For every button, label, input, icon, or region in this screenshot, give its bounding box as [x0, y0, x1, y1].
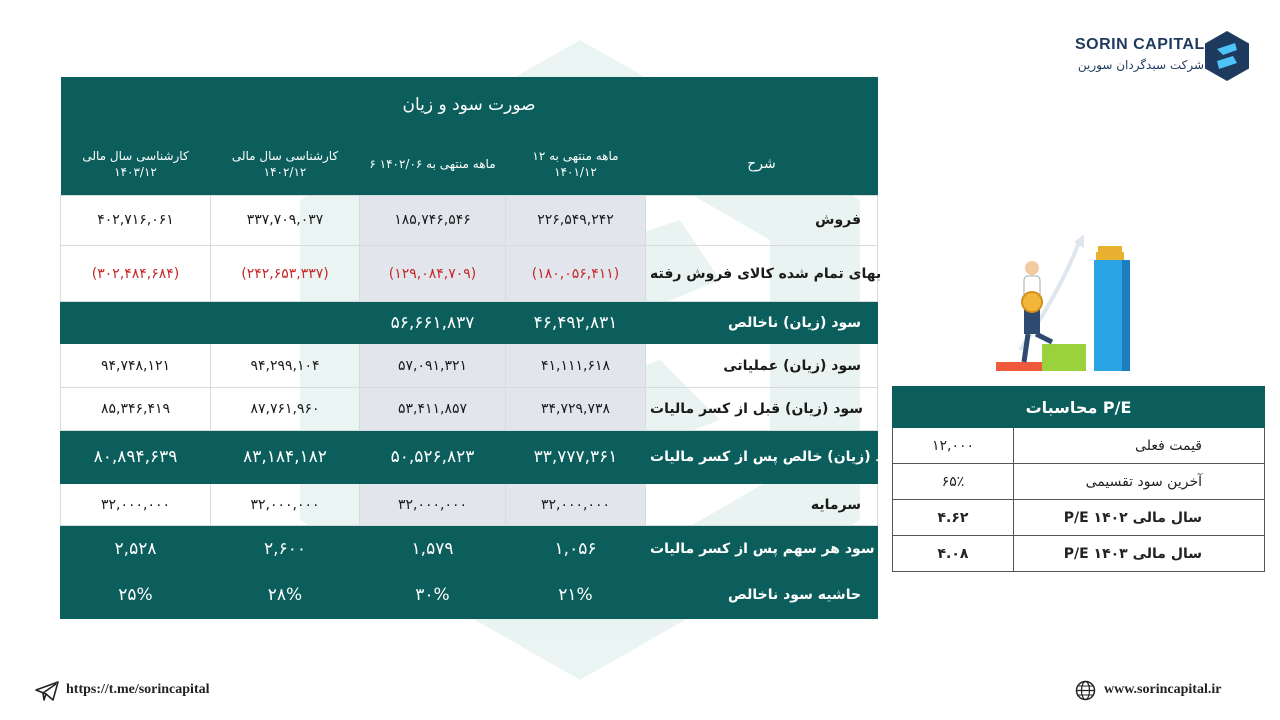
row-label: سود (زیان) قبل از کسر مالیات: [646, 387, 878, 430]
brand-logo-icon: [1205, 31, 1249, 81]
row-label: بهای تمام شده کالای فروش رفته: [646, 245, 878, 301]
cell: ۵۳,۴۱۱,۸۵۷: [360, 387, 506, 430]
cell: [211, 302, 360, 344]
row-label: سرمایه: [646, 484, 878, 526]
table-row: [893, 500, 1265, 536]
cell: ۴۰۲,۷۱۶,۰۶۱: [61, 195, 211, 245]
table-row: [61, 572, 878, 618]
cell: (۲۴۲,۶۵۳,۳۳۷): [211, 245, 360, 301]
table-row: [61, 302, 878, 344]
cell: (۱۸۰,۰۵۶,۴۱۱): [506, 245, 646, 301]
cell: ۲۸%: [211, 572, 360, 618]
table-row: [893, 428, 1265, 464]
cell: ۸۵,۳۴۶,۴۱۹: [61, 387, 211, 430]
cell: (۱۲۹,۰۸۴,۷۰۹): [360, 245, 506, 301]
cell: ۴۶,۴۹۲,۸۳۱: [506, 302, 646, 344]
cell: ۱۸۵,۷۴۶,۵۴۶: [360, 195, 506, 245]
pe-table: [892, 386, 1264, 572]
cell: ۲۲۶,۵۴۹,۲۴۲: [506, 195, 646, 245]
pe-label: قیمت فعلی: [1014, 428, 1265, 464]
pe-title: محاسبات P/E: [893, 387, 1265, 428]
col-header-1402: کارشناسی سال مالی ۱۴۰۲/۱۲: [211, 133, 360, 195]
pe-value: ۴.۰۸: [893, 536, 1014, 572]
pe-label: آخرین سود تقسیمی: [1014, 464, 1265, 500]
row-label: سود (زیان) عملیاتی: [646, 344, 878, 387]
brand-subtitle: شرکت سبدگردان سورین: [1077, 58, 1204, 72]
globe-icon: [1075, 680, 1096, 701]
row-label: سود (زیان) ناخالص: [646, 302, 878, 344]
cell: ۲۱%: [506, 572, 646, 618]
cell: (۳۰۲,۴۸۴,۶۸۴): [61, 245, 211, 301]
cell: ۲,۶۰۰: [211, 526, 360, 572]
cell: ۲,۵۲۸: [61, 526, 211, 572]
income-statement-table: [60, 77, 906, 619]
cell: ۲۵%: [61, 572, 211, 618]
telegram-link[interactable]: https://t.me/sorincapital: [66, 682, 210, 697]
cell: ۱,۰۵۶: [506, 526, 646, 572]
cell: ۵۰,۵۲۶,۸۲۳: [360, 430, 506, 483]
row-label: حاشیه سود ناخالص: [646, 572, 878, 618]
cell: ۸۷,۷۶۱,۹۶۰: [211, 387, 360, 430]
cell: ۳۰%: [360, 572, 506, 618]
cell: ۹۴,۷۴۸,۱۲۱: [61, 344, 211, 387]
cell: ۵۶,۶۶۱,۸۳۷: [360, 302, 506, 344]
table-title: صورت سود و زیان: [61, 77, 878, 133]
pe-value: ۴.۶۲: [893, 500, 1014, 536]
table-row: [61, 245, 878, 301]
table-row: [893, 464, 1265, 500]
table-row: [61, 387, 878, 430]
cell: [61, 302, 211, 344]
table-row: [61, 344, 878, 387]
cell: ۳۲,۰۰۰,۰۰۰: [211, 484, 360, 526]
col-header-12m: ۱۲ ماهه منتهی به ۱۴۰۱/۱۲: [506, 133, 646, 195]
col-header-desc: شرح: [646, 133, 878, 195]
table-row: [61, 526, 878, 572]
cell: ۸۳,۱۸۴,۱۸۲: [211, 430, 360, 483]
pe-value: ۶۵٪: [893, 464, 1014, 500]
col-header-1403: کارشناسی سال مالی ۱۴۰۳/۱۲: [61, 133, 211, 195]
brand-name: SORIN CAPITAL: [1075, 36, 1205, 53]
table-row: [61, 195, 878, 245]
telegram-icon: [34, 680, 60, 702]
cell: ۸۰,۸۹۴,۶۳۹: [61, 430, 211, 483]
cell: ۴۱,۱۱۱,۶۱۸: [506, 344, 646, 387]
cell: ۳۳,۷۷۷,۳۶۱: [506, 430, 646, 483]
cell: ۳۳۷,۷۰۹,۰۳۷: [211, 195, 360, 245]
col-header-6m: ۶ ماهه منتهی به ۱۴۰۲/۰۶: [360, 133, 506, 195]
row-label: فروش: [646, 195, 878, 245]
row-label: سود (زیان) خالص پس از کسر مالیات: [646, 430, 878, 483]
growth-illustration: [990, 232, 1140, 374]
cell: ۱,۵۷۹: [360, 526, 506, 572]
cell: ۳۲,۰۰۰,۰۰۰: [360, 484, 506, 526]
cell: ۳۲,۰۰۰,۰۰۰: [506, 484, 646, 526]
pe-label: P/E سال مالی ۱۴۰۲: [1014, 500, 1265, 536]
table-row: [893, 536, 1265, 572]
cell: ۵۷,۰۹۱,۳۲۱: [360, 344, 506, 387]
table-row: [61, 430, 878, 483]
cell: ۹۴,۲۹۹,۱۰۴: [211, 344, 360, 387]
cell: ۳۲,۰۰۰,۰۰۰: [61, 484, 211, 526]
pe-label: P/E سال مالی ۱۴۰۳: [1014, 536, 1265, 572]
row-label: سود هر سهم پس از کسر مالیات: [646, 526, 878, 572]
website-link[interactable]: www.sorincapital.ir: [1104, 682, 1222, 697]
pe-value: ۱۲,۰۰۰: [893, 428, 1014, 464]
cell: ۳۴,۷۲۹,۷۳۸: [506, 387, 646, 430]
table-row: [61, 484, 878, 526]
